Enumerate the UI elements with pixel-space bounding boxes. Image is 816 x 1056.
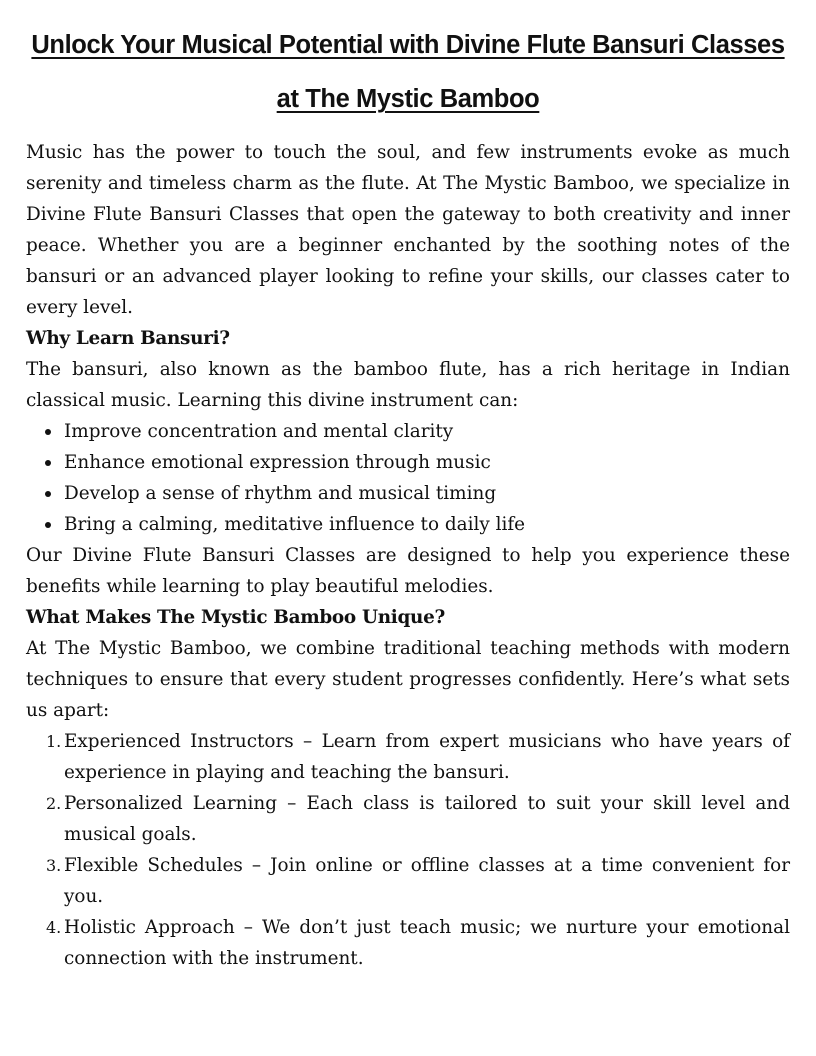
list-item — [26, 416, 790, 447]
features-list — [26, 726, 790, 974]
list-item-text: Enhance emotional expression through music — [64, 452, 491, 473]
bullet-icon — [45, 522, 51, 528]
title-line-1: Unlock Your Musical Potential with Divine Flute Bansuri Classes — [31, 31, 785, 59]
section-heading-unique: What Makes The Mystic Bamboo Unique? — [26, 607, 445, 628]
list-item-text: Develop a sense of rhythm and musical timing — [64, 483, 497, 504]
title-line-2: at The Mystic Bamboo — [276, 85, 540, 113]
list-item-text: Bring a calming, meditative influence to daily life — [64, 514, 526, 535]
benefits-closing-paragraph: Our Divine Flute Bansuri Classes are designed to help you experience these benefits while learning to play beautiful melodies. — [26, 545, 790, 597]
section-heading-why-learn: Why Learn Bansuri? — [26, 328, 230, 349]
intro-paragraph: Music has the power to touch the soul, and few instruments evoke as much serenity and timeless charm as the flute. At The Mystic Bamboo, we specialize in Divine Flute Bansuri Classes that open the gateway to both creativity and inner peace. Whether you are a beginner enchanted by the soothing notes of the bansuri or an advanced player looking to refine your skills, our classes cater to every level. — [26, 142, 790, 318]
bullet-icon — [45, 460, 51, 466]
list-number: 3. — [46, 856, 62, 875]
document-page — [26, 18, 790, 974]
page-title — [26, 18, 790, 126]
list-item — [26, 478, 790, 509]
bullet-icon — [45, 429, 51, 435]
unique-paragraph: At The Mystic Bamboo, we combine traditional teaching methods with modern techniques to ensure that every student progresses confidently. Here’s what sets us apart: — [26, 638, 790, 721]
list-number: 2. — [46, 794, 62, 813]
list-item-text: Personalized Learning – Each class is tailored to suit your skill level and musical goals. — [64, 793, 790, 845]
list-item-text: Flexible Schedules – Join online or offline classes at a time convenient for you. — [64, 855, 790, 907]
list-item — [26, 912, 790, 974]
bullet-icon — [45, 491, 51, 497]
list-item — [26, 509, 790, 540]
list-item-text: Experienced Instructors – Learn from expert musicians who have years of experience in playing and teaching the bansuri. — [64, 731, 790, 783]
benefits-list — [26, 416, 790, 540]
why-learn-paragraph: The bansuri, also known as the bamboo flute, has a rich heritage in Indian classical music. Learning this divine instrument can: — [26, 359, 790, 411]
list-item-text: Improve concentration and mental clarity — [64, 421, 454, 442]
list-item — [26, 788, 790, 850]
list-number: 4. — [46, 918, 62, 937]
list-item — [26, 850, 790, 912]
list-item-text: Holistic Approach – We don’t just teach music; we nurture your emotional connection with the instrument. — [64, 917, 790, 969]
list-number: 1. — [46, 732, 62, 751]
list-item — [26, 447, 790, 478]
list-item — [26, 726, 790, 788]
